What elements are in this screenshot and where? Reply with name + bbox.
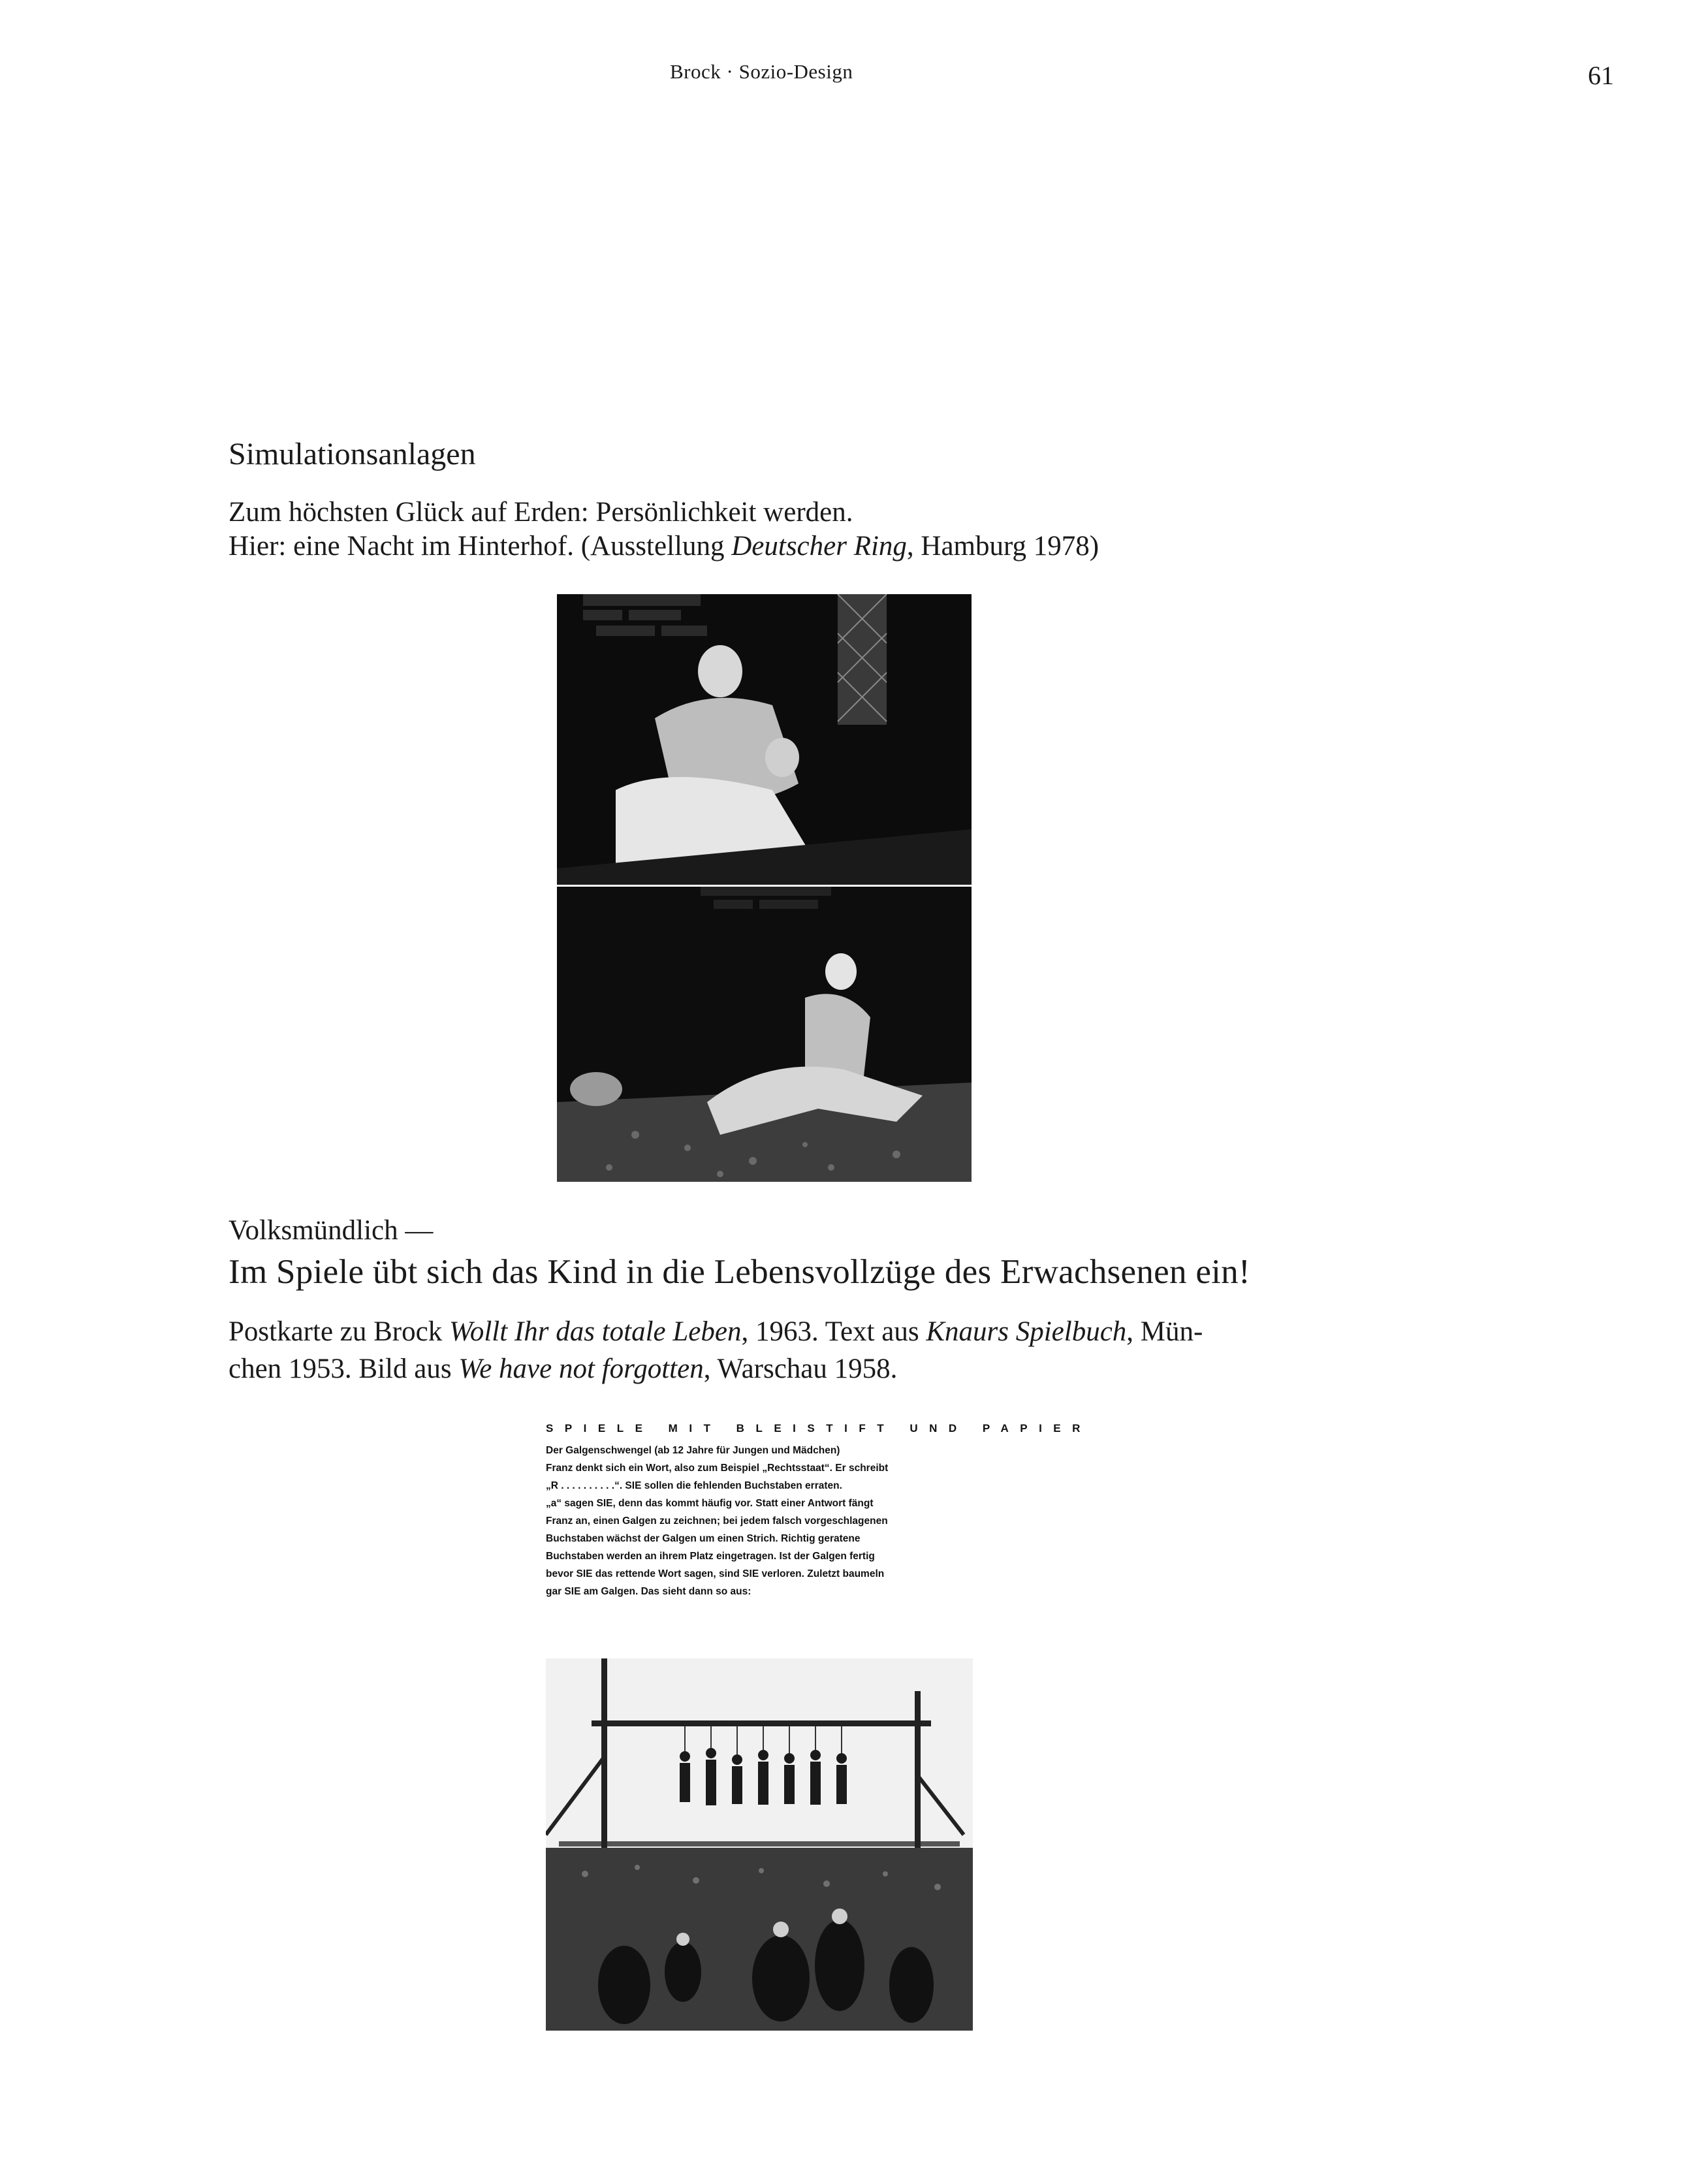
postcard-line: Buchstaben wächst der Galgen um einen Strich. Richtig geratene — [546, 1533, 861, 1544]
motto-line: Im Spiele übt sich das Kind in die Lebensvollzüge des Erwachsenen ein! — [229, 1253, 1250, 1291]
caption-text: , Hamburg 1978) — [906, 531, 1099, 562]
postcard-line: „R . . . . . . . . . .“. SIE sollen die fehlenden Buchstaben erraten. — [546, 1480, 842, 1491]
exhibition-caption — [229, 530, 1099, 562]
postcard-heading: SPIELE MIT BLEISTIFT UND PAPIER — [546, 1422, 1092, 1434]
postcard-line: bevor SIE das rettende Wort sagen, sind SIE verloren. Zuletzt baumeln — [546, 1568, 885, 1579]
caption-text: Postkarte zu Brock — [229, 1316, 449, 1347]
gallows-photo-image — [546, 1658, 973, 2031]
section-subtitle-line: Zum höchsten Glück auf Erden: Persönlichkeit werden. — [229, 497, 853, 528]
caption-text: chen 1953. Bild aus — [229, 1354, 459, 1384]
caption-text: , 1963. Text aus — [741, 1316, 926, 1347]
postcard-line: gar SIE am Galgen. Das sieht dann so aus: — [546, 1586, 751, 1597]
page-number: 61 — [1588, 61, 1614, 90]
running-head: Brock · Sozio-Design — [670, 60, 853, 83]
postcard-line: Buchstaben werden an ihrem Platz eingetragen. Ist der Galgen fertig — [546, 1551, 875, 1562]
courtyard-photo-bottom-image — [557, 887, 972, 1182]
caption-text: , Warschau 1958. — [703, 1354, 898, 1384]
postcard-text-block — [546, 1422, 1092, 1644]
postcard-line: „a“ sagen SIE, denn das kommt häufig vor. Statt einer Antwort fängt — [546, 1498, 874, 1509]
postcard-caption-line1 — [229, 1316, 1203, 1348]
postcard-title: Wollt Ihr das totale Leben — [449, 1316, 742, 1347]
postcard-subheading: Der Galgenschwengel (ab 12 Jahre für Jungen und Mädchen) — [546, 1445, 840, 1456]
courtyard-photo-top — [557, 594, 972, 885]
exhibition-title: Deutscher Ring — [731, 531, 907, 562]
caption-text: , Mün- — [1126, 1316, 1203, 1347]
book-title: Knaurs Spielbuch — [926, 1316, 1127, 1347]
courtyard-photo-bottom — [557, 887, 972, 1182]
courtyard-photo-top-image — [557, 594, 972, 885]
postcard-line: Franz denkt sich ein Wort, also zum Beispiel „Rechtsstaat“. Er schreibt — [546, 1463, 889, 1474]
postcard-line: Franz an, einen Galgen zu zeichnen; bei jedem falsch vorgeschlagenen — [546, 1515, 888, 1527]
caption-text: Hier: eine Nacht im Hinterhof. (Ausstellung — [229, 531, 732, 562]
photo-source-title: We have not forgotten — [458, 1354, 704, 1384]
section-title: Simulationsanlagen — [229, 437, 476, 471]
section-intro: Volksmündlich — — [229, 1215, 434, 1246]
gallows-photo — [546, 1658, 973, 2031]
postcard-caption-line2 — [229, 1353, 897, 1385]
